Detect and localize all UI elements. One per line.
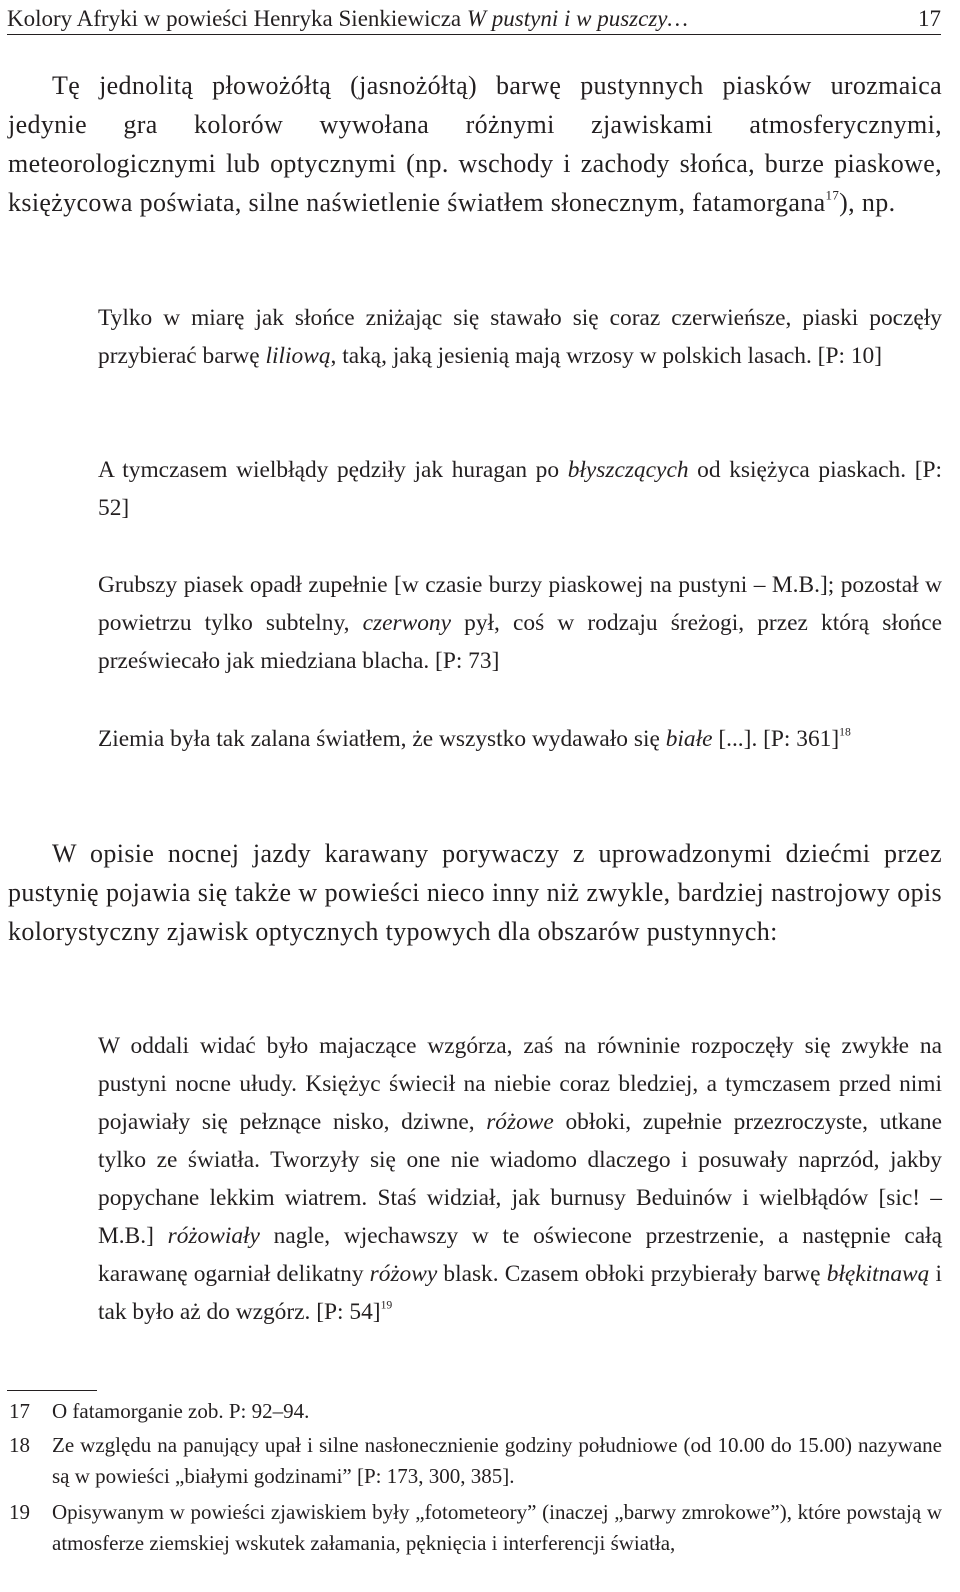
quote-text: obłoki, zupełnie przezroczyste, utkane tylko ze światła. Tworzyły się one nie wiadomo dlaczego i posuwały naprzód, jakby popychane lekkim wiatrem. Staś widział, jak burnusy Beduinów i wielbłądów [sic! – M.B.]	[98, 1109, 943, 1249]
quote-emphasis: różowy	[369, 1261, 438, 1287]
block-quote-4	[98, 720, 942, 758]
paragraph-text: Tę jednolitą płowożółtą (jasnożółtą) barwę pustynnych piasków urozmaica jedynie gra kolorów wywołana różnymi zjawiskami atmosferycznymi, meteorologicznymi lub optycznymi (np. wschody i zachody słońca, burze piaskowe, księżycowa poświata, silne naświetlenie światłem słonecznym, fatamorgana	[8, 71, 942, 217]
quote-text: Ziemia była tak zalana światłem, że wszystko wydawało się	[98, 726, 666, 752]
footnote-ref-17: 17	[825, 187, 840, 203]
footnote-text: Opisywanym w powieści zjawiskiem były „fotometeory” (inaczej „barwy zmrokowe”), które powstają w atmosferze ziemskiej wskutek załamania, pęknięcia i interferencji światła,	[52, 1500, 942, 1555]
footnote-text: O fatamorganie zob. P: 92–94.	[52, 1399, 310, 1423]
quote-emphasis: błękitnawą	[826, 1261, 930, 1287]
quote-text: W oddali widać było majaczące wzgórza, zaś na równinie rozpoczęły się zwykłe na pustyni nocne ułudy. Księżyc świecił na niebie coraz bledziej, a tymczasem przed nimi pojawiały się pełznące nisko, dziwne,	[98, 1033, 942, 1135]
paragraph-text-end: ), np.	[839, 188, 896, 217]
footnote-number: 18	[9, 1433, 30, 1457]
quote-emphasis: różowiały	[167, 1223, 260, 1249]
quote-text: Tylko w miarę jak słońce zniżając się stawało się coraz czerwieńsze, piaski poczęły przybierać barwę	[98, 305, 942, 369]
body-paragraph-1	[8, 66, 942, 222]
block-quote-2	[98, 451, 942, 527]
quote-text: [...]. [P: 361]	[712, 726, 840, 752]
footnote-number: 17	[9, 1399, 30, 1423]
body-paragraph-2	[8, 834, 942, 951]
footnote-ref-19: 19	[380, 1298, 393, 1312]
quote-text: i tak było aż do wzgórz. [P: 54]	[98, 1261, 942, 1325]
header-title-italic: W pustyni i w puszczy…	[466, 6, 688, 31]
header-title-text: Kolory Afryki w powieści Henryka Sienkiewicza	[7, 6, 467, 31]
block-quote-5	[98, 1027, 942, 1331]
quote-text: blask. Czasem obłoki przybierały barwę	[437, 1261, 827, 1287]
footnote-number: 19	[9, 1500, 30, 1524]
footnote-separator	[7, 1390, 97, 1391]
quote-emphasis: liliową	[265, 343, 331, 369]
quote-text: od księżyca piaskach. [P: 52]	[98, 457, 942, 521]
quote-emphasis: białe	[665, 726, 713, 752]
running-header-title	[7, 4, 688, 34]
quote-text: , taką, jaką jesienią mają wrzosy w polskich lasach. [P: 10]	[330, 343, 882, 369]
footnote-ref-18: 18	[839, 725, 851, 739]
paragraph-text: W opisie nocnej jazdy karawany porywaczy z uprowadzonymi dziećmi przez pustynię pojawia się także w powieści nieco inny niż zwykle, bardziej nastrojowy opis kolorystyczny zjawisk optycznych typowych dla obszarów pustynnych:	[8, 839, 942, 946]
quote-text: A tymczasem wielbłądy pędziły jak huragan po	[98, 457, 568, 483]
quote-text: pył, coś w rodzaju śreżogi, przez którą słońce przeświecało jak miedziana blacha. [P: 73]	[98, 610, 942, 674]
running-header	[7, 4, 941, 35]
quote-emphasis: błyszczących	[567, 457, 689, 483]
footnote-18	[8, 1430, 942, 1492]
page-number: 17	[918, 6, 941, 31]
footnote-19	[8, 1497, 942, 1559]
quote-text: nagle, wjechawszy w te oświecone przestrzenie, a następnie całą karawanę ogarniał delikatny	[98, 1223, 942, 1287]
block-quote-1	[98, 299, 942, 375]
quote-emphasis: różowe	[486, 1109, 554, 1135]
footnote-17	[8, 1396, 942, 1427]
block-quote-3	[98, 566, 942, 680]
quote-text: Grubszy piasek opadł zupełnie [w czasie burzy piaskowej na pustyni – M.B.]; pozostał w powietrzu tylko subtelny,	[98, 572, 942, 636]
quote-emphasis: czerwony	[362, 610, 451, 636]
footnote-text: Ze względu na panujący upał i silne nasłonecznienie godziny południowe (od 10.00 do 15.00) nazywane są w powieści „białymi godzinami” [P: 173, 300, 385].	[52, 1433, 942, 1488]
